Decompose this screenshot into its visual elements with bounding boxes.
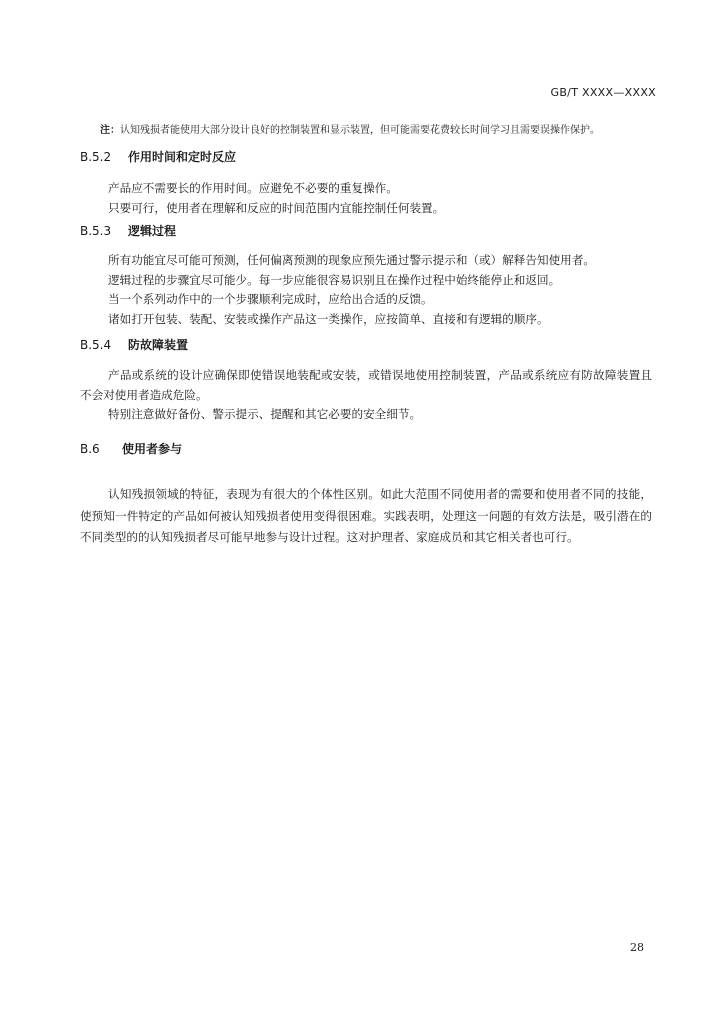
paragraph: 诸如打开包装、装配、安装或操作产品这一类操作，应按简单、直接和有逻辑的顺序。 (108, 311, 549, 326)
section-title: 使用者参与 (122, 442, 183, 456)
section-b54 (80, 336, 660, 425)
section-heading (80, 148, 660, 166)
note-label: 注： (100, 125, 120, 136)
section-b53 (80, 222, 660, 329)
paragraph: 认知残损领域的特征，表现为有很大的个体性区别。如此大范围不同使用者的需要和使用者不同的技能，使预知一件特定的产品如何被认知残损者使用变得很困难。实践表明，处理这一问题的有效方法是，吸引潜在的不同类型的的认知残损者尽可能早地参与设计过程。这对护理者、家庭成员和其它相关者也可行。 (80, 487, 652, 544)
section-heading (80, 336, 660, 354)
page-number: 28 (630, 941, 644, 954)
paragraph: 特别注意做好备份、警示提示、提醒和其它必要的安全细节。 (108, 407, 422, 422)
paragraph: 当一个系列动作中的一个步骤顺利完成时，应给出合适的反馈。 (108, 292, 433, 307)
paragraph: 产品应不需要长的作用时间。应避免不必要的重复操作。 (108, 181, 398, 195)
section-b52 (80, 148, 660, 218)
paragraph: 只要可行，使用者在理解和反应的时间范围内宜能控制任何装置。 (108, 200, 445, 215)
section-number: B.6 (80, 442, 100, 456)
section-number: B.5.3 (80, 224, 112, 238)
paragraph: 所有功能宜尽可能可预测，任何偏离预测的现象应预先通过警示提示和（或）解释告知使用者。 (108, 253, 595, 267)
section-heading (80, 222, 660, 240)
paragraph: 逻辑过程的步骤宜尽可能少。每一步应能很容易识别且在操作过程中始终能停止和返回。 (108, 272, 561, 287)
section-title: 防故障装置 (128, 338, 189, 352)
standard-code: GB/T XXXX—XXXX (550, 86, 656, 99)
section-b6 (80, 440, 660, 549)
section-title: 作用时间和定时反应 (128, 150, 237, 164)
section-number: B.5.4 (80, 338, 112, 352)
section-title: 逻辑过程 (128, 224, 177, 238)
note-text: 认知残损者能使用大部分设计良好的控制装置和显示装置，但可能需要花费较长时间学习且需要误操作保护。 (120, 125, 600, 136)
paragraph: 产品或系统的设计应确保即使错误地装配或安装，或错误地使用控制装置，产品或系统应有防故障装置且不会对使用者造成危险。 (80, 368, 652, 402)
note (100, 121, 670, 136)
section-heading (80, 440, 660, 458)
section-number: B.5.2 (80, 150, 112, 164)
